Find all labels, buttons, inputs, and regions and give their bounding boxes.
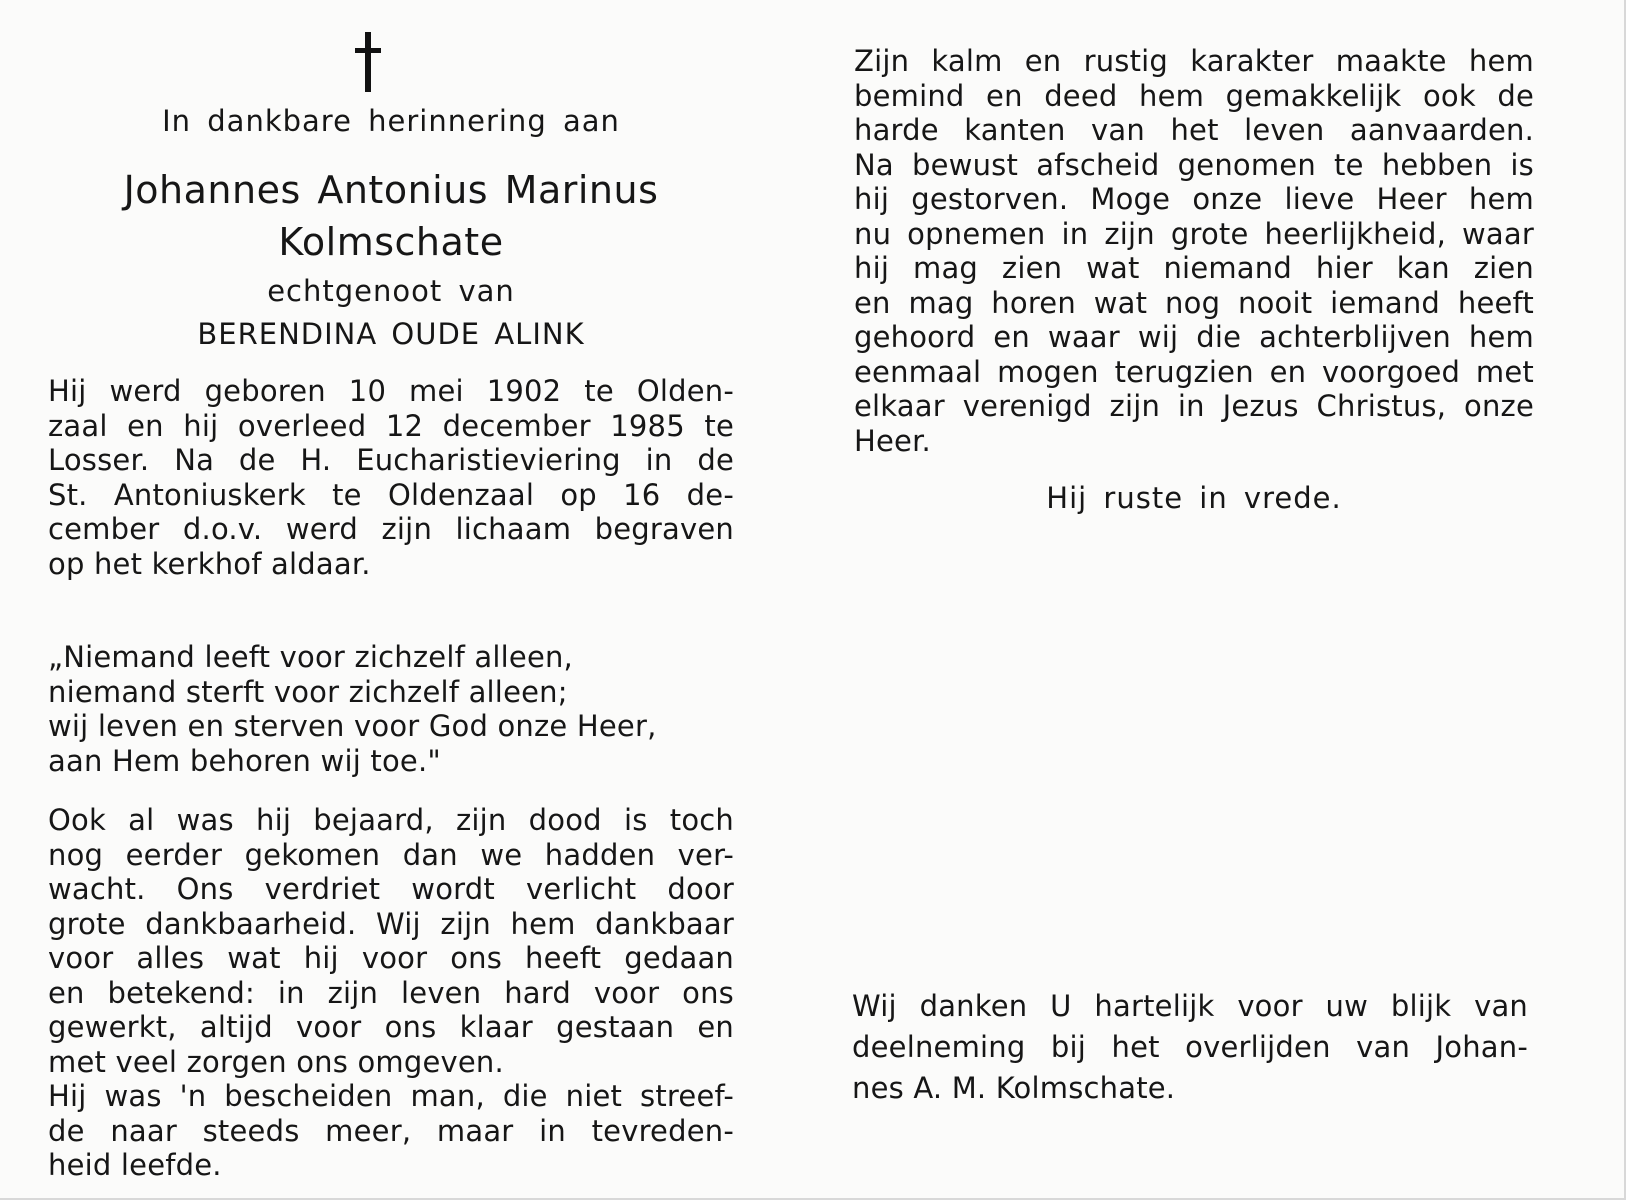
tribute-line: grote dankbaarheid. Wij zijn hem dankbaar	[48, 906, 734, 941]
biography-paragraph	[48, 374, 734, 581]
character-line: nu opnemen in zijn grote heerlijkheid, waar	[854, 216, 1534, 251]
poem-line: wij leven en sterven voor God onze Heer,	[48, 709, 657, 743]
biography-line: op het kerkhof aldaar.	[48, 546, 371, 581]
spouse-name: BERENDINA OUDE ALINK	[197, 317, 585, 351]
thanks-paragraph	[852, 986, 1528, 1109]
poem-line: „Niemand leeft voor zichzelf alleen,	[48, 640, 573, 674]
poem-line: aan Hem behoren wij toe."	[48, 743, 441, 778]
tribute-line: nog eerder gekomen dan we hadden ver-	[48, 837, 734, 872]
character-line: Na bewust afscheid genomen te hebben is	[854, 147, 1534, 182]
deceased-surname: Kolmschate	[278, 220, 504, 264]
cross-icon	[355, 32, 381, 92]
closing-blessing: Hij ruste in vrede.	[1046, 481, 1342, 515]
thanks-line: nes A. M. Kolmschate.	[852, 1071, 1176, 1105]
thanks-line: Wij danken U hartelijk voor uw blijk van	[852, 989, 1528, 1023]
character-line: hij gestorven. Moge onze lieve Heer hem	[854, 182, 1534, 216]
tribute-line: en betekend: in zijn leven hard voor ons	[48, 975, 734, 1010]
biography-line: cember d.o.v. werd zijn lichaam begraven	[48, 512, 734, 546]
tribute-line: voor alles wat hij voor ons heeft gedaan	[48, 941, 734, 975]
intro-text: In dankbare herinnering aan	[162, 104, 620, 138]
poem-quote	[48, 640, 734, 778]
tribute-line: heid leefde.	[48, 1148, 222, 1182]
biography-line: Hij werd geboren 10 mei 1902 te Olden-	[48, 374, 734, 408]
biography-line: St. Antoniuskerk te Oldenzaal op 16 de-	[48, 477, 734, 512]
spouse-intro: echtgenoot van	[267, 274, 515, 308]
character-line: gehoord en waar wij die achterblijven hem	[854, 320, 1534, 354]
poem-line: niemand sterft voor zichzelf alleen;	[48, 674, 568, 709]
character-line: Heer.	[854, 423, 931, 458]
character-line: Zijn kalm en rustig karakter maakte hem	[854, 44, 1534, 78]
tribute-line: met veel zorgen ons omgeven.	[48, 1044, 504, 1079]
character-paragraph	[854, 44, 1534, 458]
biography-line: Losser. Na de H. Eucharistieviering in de	[48, 443, 734, 477]
tribute-line: gewerkt, altijd voor ons klaar gestaan en	[48, 1010, 734, 1044]
character-line: elkaar verenigd zijn in Jezus Christus, onze	[854, 389, 1534, 423]
tribute-line: de naar steeds meer, maar in tevreden-	[48, 1113, 734, 1148]
character-line: bemind en deed hem gemakkelijk ook de	[854, 78, 1534, 113]
character-line: hij mag zien wat niemand hier kan zien	[854, 251, 1534, 285]
tribute-paragraph	[48, 803, 734, 1183]
deceased-given-names: Johannes Antonius Marinus	[123, 168, 659, 212]
character-line: harde kanten van het leven aanvaarden.	[854, 113, 1534, 147]
character-line: en mag horen wat nog nooit iemand heeft	[854, 285, 1534, 320]
biography-line: zaal en hij overleed 12 december 1985 te	[48, 408, 734, 443]
thanks-line: deelneming bij het overlijden van Johan-	[852, 1030, 1528, 1064]
character-line: eenmaal mogen terugzien en voorgoed met	[854, 354, 1534, 389]
tribute-line: wacht. Ons verdriet wordt verlicht door	[48, 872, 734, 906]
tribute-line: Ook al was hij bejaard, zijn dood is toch	[48, 803, 734, 837]
tribute-line: Hij was 'n bescheiden man, die niet streef-	[48, 1079, 734, 1113]
